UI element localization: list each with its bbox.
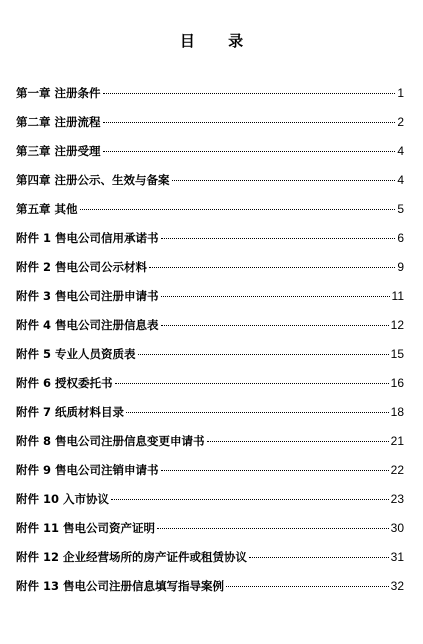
toc-entry-page: 21 [390,434,404,448]
toc-entry[interactable] [16,112,404,141]
toc-entry-page: 22 [390,463,404,477]
toc-dot-leader [226,586,389,587]
toc-entry[interactable] [16,373,404,402]
toc-entry-label: 附件 2 售电公司公示材料 [16,260,148,274]
table-of-contents [16,83,404,605]
toc-entry-page: 18 [390,405,404,419]
toc-dot-leader [161,238,396,239]
toc-dot-leader [157,528,389,529]
toc-dot-leader [161,470,389,471]
toc-entry[interactable] [16,489,404,518]
toc-entry[interactable] [16,228,404,257]
toc-entry[interactable] [16,344,404,373]
toc-entry-label: 附件 11 售电公司资产证明 [16,521,156,535]
toc-entry-label: 第三章 注册受理 [16,144,101,158]
toc-entry-label: 附件 10 入市协议 [16,492,110,506]
toc-entry[interactable] [16,315,404,344]
toc-dot-leader [126,412,389,413]
toc-entry[interactable] [16,431,404,460]
toc-entry-label: 附件 12 企业经营场所的房产证件或租赁协议 [16,550,248,564]
toc-entry-page: 9 [397,260,404,274]
toc-entry-label: 附件 8 售电公司注册信息变更申请书 [16,434,205,448]
toc-dot-leader [103,122,396,123]
toc-entry-page: 30 [390,521,404,535]
toc-entry-page: 1 [397,86,404,100]
toc-entry-page: 6 [397,231,404,245]
toc-entry-label: 第二章 注册流程 [16,115,101,129]
toc-entry[interactable] [16,83,404,112]
toc-entry-page: 4 [397,144,404,158]
toc-entry-label: 附件 4 售电公司注册信息表 [16,318,159,332]
toc-dot-leader [161,325,389,326]
toc-entry-label: 附件 5 专业人员资质表 [16,347,136,361]
toc-dot-leader [80,209,396,210]
toc-entry-page: 12 [390,318,404,332]
toc-entry-page: 31 [390,550,404,564]
toc-entry[interactable] [16,518,404,547]
toc-dot-leader [172,180,396,181]
toc-entry-page: 2 [397,115,404,129]
toc-entry[interactable] [16,460,404,489]
toc-entry[interactable] [16,170,404,199]
toc-entry[interactable] [16,141,404,170]
toc-entry-label: 附件 9 售电公司注销申请书 [16,463,159,477]
toc-entry[interactable] [16,199,404,228]
toc-entry-page: 15 [390,347,404,361]
toc-entry-label: 附件 7 纸质材料目录 [16,405,125,419]
toc-dot-leader [249,557,389,558]
toc-entry-page: 5 [397,202,404,216]
toc-entry-page: 23 [390,492,404,506]
toc-entry-label: 附件 6 授权委托书 [16,376,113,390]
toc-entry[interactable] [16,286,404,315]
toc-entry-label: 附件 3 售电公司注册申请书 [16,289,159,303]
toc-dot-leader [115,383,389,384]
toc-entry[interactable] [16,402,404,431]
toc-dot-leader [138,354,389,355]
toc-entry-label: 第一章 注册条件 [16,86,101,100]
toc-dot-leader [103,93,396,94]
toc-entry-page: 16 [390,376,404,390]
toc-dot-leader [111,499,389,500]
toc-entry[interactable] [16,547,404,576]
toc-dot-leader [149,267,395,268]
toc-entry[interactable] [16,576,404,605]
toc-entry-page: 11 [391,289,404,303]
toc-entry-page: 32 [390,579,404,593]
toc-entry[interactable] [16,257,404,286]
toc-entry-label: 第五章 其他 [16,202,78,216]
toc-dot-leader [103,151,396,152]
toc-entry-label: 第四章 注册公示、生效与备案 [16,173,170,187]
toc-entry-page: 4 [397,173,404,187]
toc-dot-leader [207,441,389,442]
toc-entry-label: 附件 13 售电公司注册信息填写指导案例 [16,579,225,593]
toc-dot-leader [161,296,390,297]
toc-entry-label: 附件 1 售电公司信用承诺书 [16,231,159,245]
toc-title: 目 录 [179,32,258,50]
